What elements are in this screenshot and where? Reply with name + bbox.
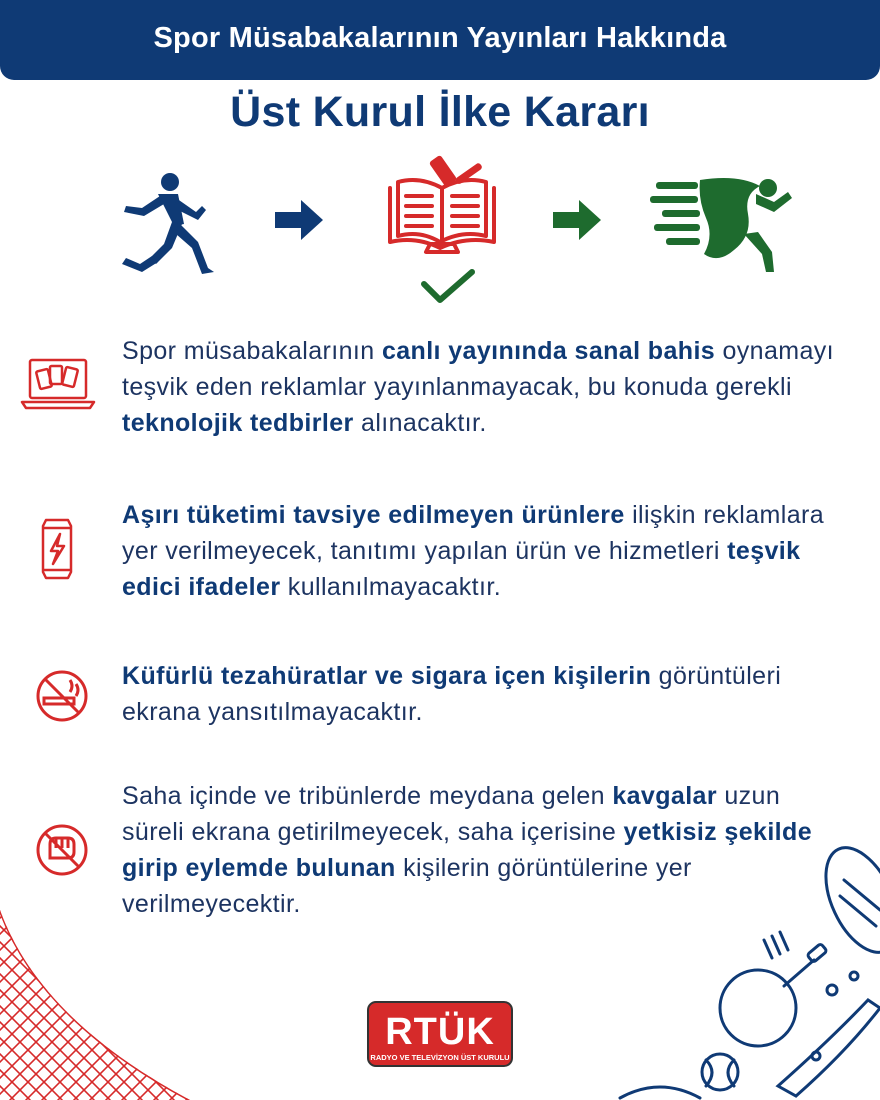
item-text-bold: teknolojik tedbirler [122,409,354,437]
flow-illustration [0,150,880,310]
item-text-regular: Saha içinde ve tribünlerde meydana gelen [122,782,613,810]
logo-text: RTÜK [385,1011,495,1053]
item-text-regular: Spor müsabakalarının [122,337,382,365]
energy-drink-can-icon [40,516,74,580]
rtuk-logo [366,1000,514,1068]
no-fighting-icon [34,822,90,878]
law-book-gavel-icon [380,152,504,262]
item-text [122,333,842,441]
no-smoking-icon [34,668,90,724]
checkmark-icon [420,268,476,304]
item-text-regular: kişilerin görüntülerine yer verilmeyecektir. [122,854,692,918]
item-text-regular: uzun süreli ekrana getirilmeyecek, saha içerisine [122,782,781,846]
header-bar [0,0,880,80]
list-item [122,333,842,441]
item-text-bold: teşvik edici ifadeler [122,537,801,601]
laptop-cards-icon [20,356,96,412]
logo-subtext: RADYO VE TELEVİZYON ÜST KURULU [370,1053,510,1062]
item-text-bold: kavgalar [612,782,717,810]
item-text-bold: yetkisiz şekilde girip eylemde bulunan [122,818,813,882]
item-text-bold: canlı yayınında sanal bahis [381,337,716,365]
fast-runner-icon [648,174,798,274]
list-item [122,658,842,730]
net-decoration [0,910,210,1100]
page-title: Üst Kurul İlke Kararı [230,88,650,136]
arrow-right-icon [275,198,323,242]
item-text [122,497,842,605]
item-text-regular: oynamayı teşvik eden reklamlar yayınlanmayacak, bu konuda gerekli [122,337,835,401]
item-text-bold: Aşırı tüketimi tavsiye edilmeyen ürünlere [122,501,625,529]
item-text-regular: alınacaktır. [353,409,487,437]
item-text-bold: Küfürlü tezahüratlar ve sigara içen kişilerin [122,662,652,690]
arrow-right-icon [553,198,601,242]
item-text-regular: ilişkin reklamlara yer verilmeyecek, tanıtımı yapılan ürün ve hizmetleri [122,501,825,565]
runner-icon [112,172,222,276]
item-text-regular: görüntüleri ekrana yansıtılmayacaktır. [122,662,782,726]
item-text-regular: kullanılmayacaktır. [280,573,502,601]
header-title: Spor Müsabakalarının Yayınları Hakkında [153,21,727,54]
item-text [122,658,842,730]
sports-equipment-decoration [600,840,880,1100]
list-item [122,497,842,605]
